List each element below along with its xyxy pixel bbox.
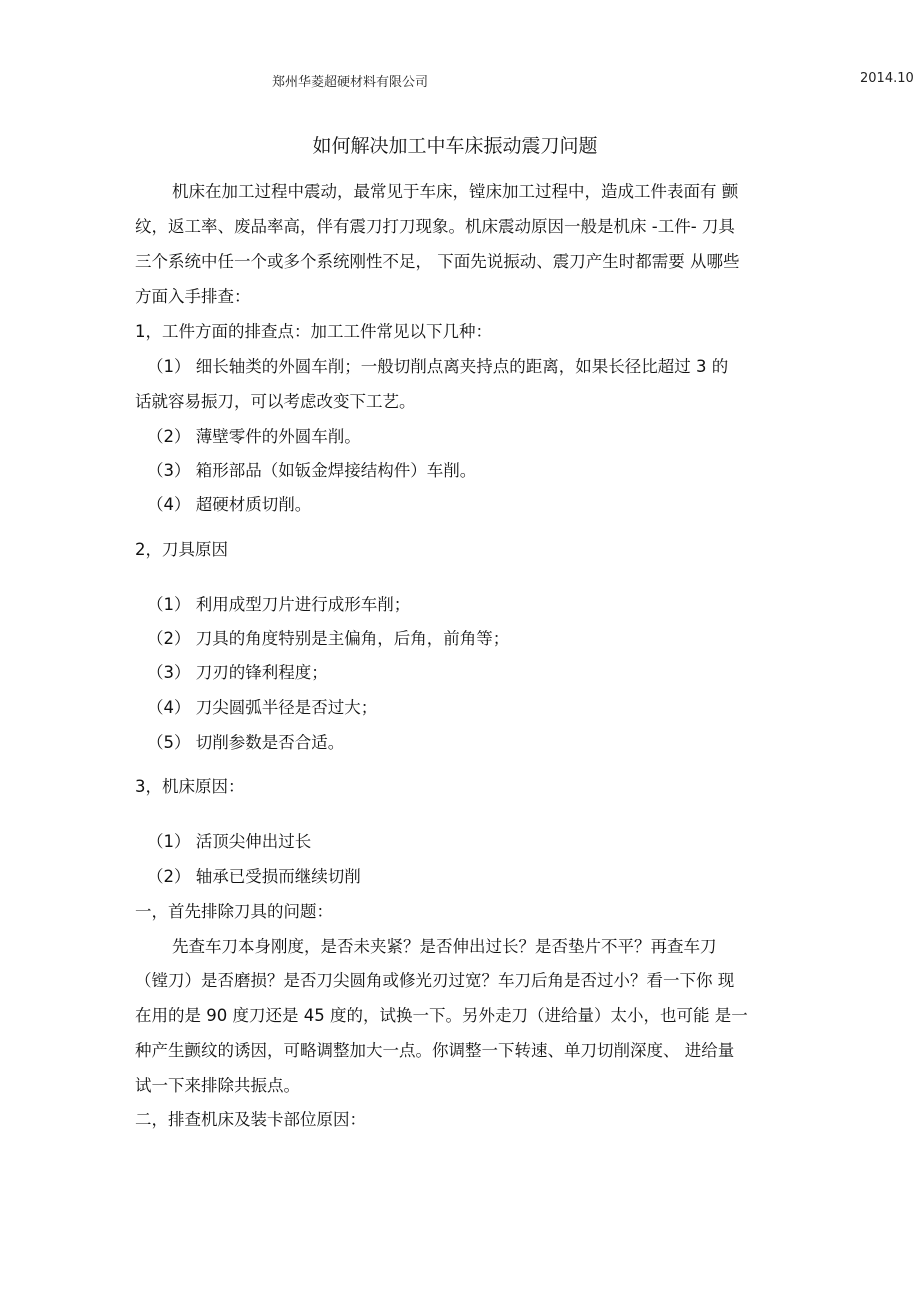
list-item: （4） 刀尖圆弧半径是否过大； xyxy=(147,698,378,717)
list-item: （4） 超硬材质切削。 xyxy=(147,495,312,514)
document-title: 如何解决加工中车床振动震刀问题 xyxy=(312,135,598,157)
intro-line: 方面入手排查： xyxy=(135,287,251,306)
intro-line: 机床在加工过程中震动，最常见于车床，镗床加工过程中，造成工件表面有 颤 xyxy=(172,182,739,201)
list-item: （1） 细长轴类的外圆车削；一般切削点离夹持点的距离，如果长径比超过 3 的 xyxy=(147,357,729,376)
list-item: （1） 利用成型刀片进行成形车削； xyxy=(147,595,411,614)
list-item: （3） 箱形部品（如钣金焊接结构件）车削。 xyxy=(147,461,477,480)
header-date: 2014.10 xyxy=(860,71,914,86)
list-item: （3） 刀刃的锋利程度； xyxy=(147,663,328,682)
section-heading: 3，机床原因： xyxy=(135,777,245,796)
section-heading: 1，工件方面的排查点：加工工件常见以下几种： xyxy=(135,322,492,341)
list-item: （5） 切削参数是否合适。 xyxy=(147,733,345,752)
section-heading: 2，刀具原因 xyxy=(135,540,228,559)
paragraph-line: （镗刀）是否磨损？是否刀尖圆角或修光刃过宽？车刀后角是否过小？看一下你 现 xyxy=(135,971,735,990)
paragraph-line: 在用的是 90 度刀还是 45 度的，试换一下。另外走刀（进给量）太小，也可能 是一 xyxy=(135,1006,748,1025)
intro-line: 纹，返工率、废品率高，伴有震刀打刀现象。机床震动原因一般是机床 -工件- 刀具 xyxy=(135,217,735,236)
paragraph-line: 试一下来排除共振点。 xyxy=(135,1076,300,1095)
paragraph-line: 种产生颤纹的诱因，可略调整加大一点。你调整一下转速、单刀切削深度、 进给量 xyxy=(135,1041,735,1060)
step-heading: 二，排查机床及装卡部位原因： xyxy=(135,1110,366,1129)
list-item: （1） 活顶尖伸出过长 xyxy=(147,832,312,851)
list-item: （2） 刀具的角度特别是主偏角，后角，前角等； xyxy=(147,629,510,648)
header-company: 郑州华菱超硬材料有限公司 xyxy=(272,75,429,90)
list-item: （2） 轴承已受损而继续切削 xyxy=(147,867,361,886)
paragraph-line: 先查车刀本身刚度，是否未夹紧？是否伸出过长？是否垫片不平？再查车刀 xyxy=(172,937,717,956)
list-item: （2） 薄壁零件的外圆车削。 xyxy=(147,427,361,446)
step-heading: 一，首先排除刀具的问题： xyxy=(135,902,333,921)
intro-line: 三个系统中任一个或多个系统刚性不足， 下面先说振动、震刀产生时都需要 从哪些 xyxy=(135,252,740,271)
list-item-continuation: 话就容易振刀，可以考虑改变下工艺。 xyxy=(135,392,416,411)
